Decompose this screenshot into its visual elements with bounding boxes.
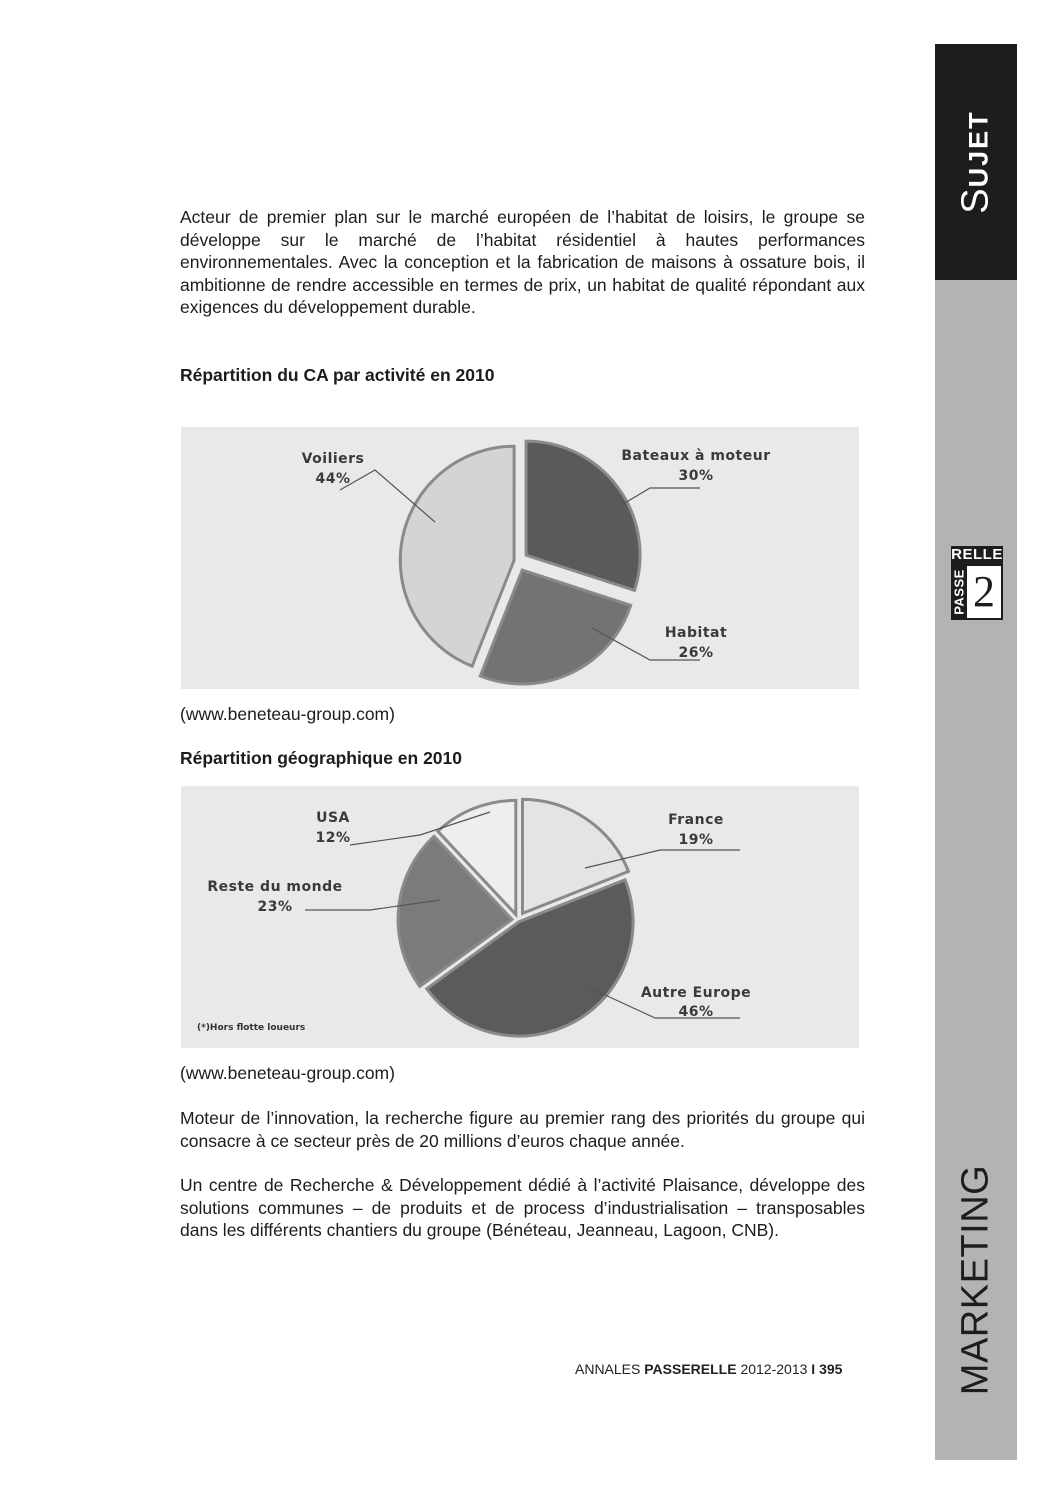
chart2-value-europe: 46% — [678, 1004, 714, 1020]
chart2-value-usa: 12% — [315, 830, 351, 846]
logo-number: 2 — [967, 564, 1003, 620]
chart2-label-europe: Autre Europe — [640, 985, 752, 1001]
page-number: 395 — [819, 1361, 843, 1377]
chart2-label-reste: Reste du monde — [207, 879, 343, 895]
chart2-value-reste: 23% — [257, 899, 293, 915]
chart2-svg — [181, 786, 859, 1048]
rd-paragraph: Un centre de Recherche & Développement dédié à l’activité Plaisance, développe des solutions communes – de produits et de process d’industrialisation – transposables dans les différents chantiers du groupe (Bénéteau, Jeanneau, Lagoon, CNB). — [180, 1175, 865, 1240]
subject-label: MARKETING — [954, 1164, 997, 1396]
section-label — [955, 110, 998, 213]
chart2-note: (*)Hors flotte loueurs — [197, 1023, 306, 1033]
chart1-svg — [181, 427, 859, 689]
chart1-value-voiliers: 44% — [315, 471, 351, 487]
footer-prefix: ANNALES — [575, 1361, 645, 1377]
chart1-figure — [181, 427, 859, 689]
chart2-source: (www.beneteau-group.com) — [180, 1063, 395, 1083]
chart1-heading: Répartition du CA par activité en 2010 — [180, 365, 495, 385]
logo-side — [951, 564, 967, 620]
chart2-label-france: France — [668, 812, 724, 828]
section-label-rest: UJET — [963, 110, 994, 188]
logo-side-text: PASSE — [951, 569, 967, 615]
chart2-figure — [181, 786, 859, 1048]
chart1-value-habitat: 26% — [678, 645, 714, 661]
chart1-source: (www.beneteau-group.com) — [180, 704, 395, 724]
chart1-label-voiliers: Voiliers — [301, 451, 365, 467]
page-footer — [575, 1361, 842, 1377]
chart2-heading: Répartition géographique en 2010 — [180, 748, 462, 768]
chart2-value-france: 19% — [678, 832, 714, 848]
logo-top-text: RELLE — [951, 546, 1003, 563]
research-paragraph: Moteur de l’innovation, la recherche figure au premier rang des priorités du groupe qui consacre à ce secteur près de 20 millions d’euros chaque année. — [180, 1108, 865, 1151]
intro-paragraph: Acteur de premier plan sur le marché européen de l’habitat de loisirs, le groupe se développe sur le marché de l’habitat résidentiel à hautes performances environnementales. Avec la conception et la fabrication de maisons à ossature bois, il ambitionne de rendre accessible en termes de prix, un habitat de qualité répondant aux exigences du développement durable. — [180, 207, 865, 317]
chart1-label-habitat: Habitat — [664, 625, 728, 641]
footer-separator: I — [811, 1361, 820, 1377]
footer-years: 2012-2013 — [736, 1361, 812, 1377]
passerelle-logo — [951, 546, 1003, 620]
section-label-first: S — [954, 187, 997, 214]
chart1-value-bateaux: 30% — [678, 468, 714, 484]
chart1-label-bateaux: Bateaux à moteur — [621, 448, 771, 464]
footer-brand: PASSERELLE — [644, 1361, 737, 1377]
chart2-label-usa: USA — [316, 810, 350, 826]
